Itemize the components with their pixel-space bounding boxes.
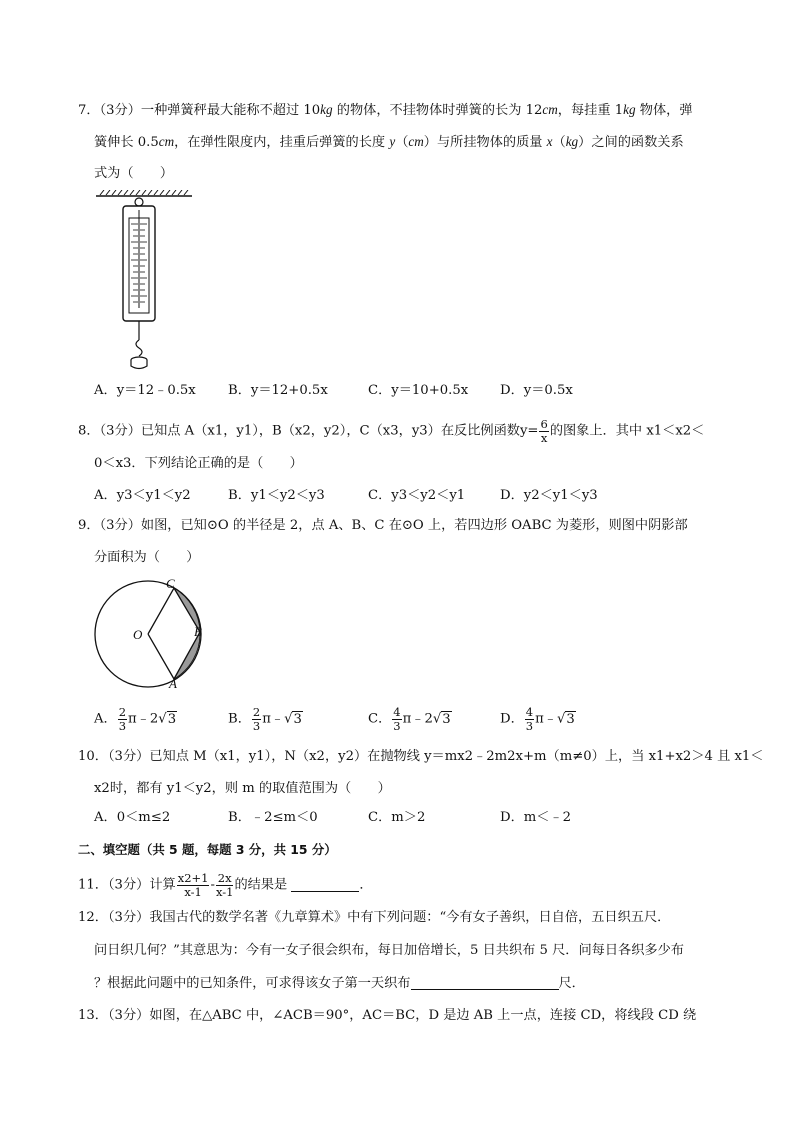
q11-fraction-1: $\frac{x2+1}{x-1}$ (177, 871, 209, 899)
q9-line-1: 9．（3分）如图，已知⊙O 的半径是 2，点 A、B、C 在⊙O 上，若四边形 OABC 为菱形，则图中阴影部 (78, 518, 688, 533)
spring-scale-figure (92, 190, 196, 370)
q7-line-2: 簧伸长 0.5cm，在弹性限度内，挂重后弹簧的长度 y（cm）与所挂物体的质量 x（kg）之间的函数关系 (94, 134, 684, 150)
section-heading-fill-in: 二、填空题（共 5 题，每题 3 分，共 15 分） (78, 842, 337, 857)
q9-option-c[interactable]: C． $\frac{4}{3}$ π﹣2√3 (368, 705, 451, 733)
label-o: O (133, 627, 143, 642)
q8-line-2: 0＜x3．下列结论正确的是（ ） (94, 456, 303, 471)
q7-option-a[interactable]: A．y＝12﹣0.5x (94, 383, 196, 398)
q10-line-1: 10．（3分）已知点 M（x1，y1），N（x2，y2）在抛物线 y＝mx2﹣2m2x+m（m≠0）上，当 x1+x2＞4 且 x1＜ (78, 749, 764, 764)
q7-option-c[interactable]: C．y＝10+0.5x (368, 383, 469, 398)
circle-rhombus-figure (88, 574, 218, 692)
q12-line-1: 12．（3分）我国古代的数学名著《九章算术》中有下列问题：“今有女子善织，日自倍，五日织五尺． (78, 910, 671, 925)
label-b: B (194, 624, 202, 639)
q8-line-1: 8．（3分）已知点 A（x1，y1），B（x2，y2），C（x3，y3）在反比例函数y= $\frac{6}{x}$ 的图象上．其中 x1＜x2＜ (78, 417, 705, 445)
q9-option-d[interactable]: D． $\frac{4}{3}$ π﹣√3 (500, 705, 575, 733)
q7-line-3: 式为（ ） (94, 166, 174, 181)
q10-option-b[interactable]: B．﹣2≤m＜0 (228, 810, 318, 825)
q8-option-a[interactable]: A．y3＜y1＜y2 (94, 488, 191, 503)
q10-line-2: x2时，都有 y1＜y2，则 m 的取值范围为（ ） (94, 781, 391, 796)
q13-line-1: 13．（3分）如图，在△ABC 中，∠ACB＝90°，AC＝BC，D 是边 AB 上一点，连接 CD，将线段 CD 绕 (78, 1008, 697, 1023)
q8-option-c[interactable]: C．y3＜y2＜y1 (368, 488, 466, 503)
q9-option-a[interactable]: A． $\frac{2}{3}$ π﹣2√3 (94, 705, 177, 733)
q7-line-1: 7．（3分）一种弹簧秤最大能称不超过 10kg 的物体，不挂物体时弹簧的长为 12cm，每挂重 1kg 物体，弹 (78, 102, 693, 118)
label-c: C (166, 576, 175, 591)
q9-line-2: 分面积为（ ） (94, 550, 200, 565)
q10-option-c[interactable]: C．m＞2 (368, 810, 426, 825)
q12-line-2: 问日织几何？”其意思为：今有一女子很会织布，每日加倍增长，5 日共织布 5 尺．问每日各织多少布 (94, 943, 684, 958)
q11-fraction-2: $\frac{2x}{x-1}$ (215, 871, 234, 899)
q10-option-d[interactable]: D．m＜﹣2 (500, 810, 572, 825)
label-a: A (169, 676, 177, 691)
q7-option-b[interactable]: B．y＝12+0.5x (228, 383, 328, 398)
q8-option-d[interactable]: D．y2＜y1＜y3 (500, 488, 598, 503)
q10-option-a[interactable]: A．0＜m≤2 (94, 810, 171, 825)
q11-line: 11．（3分）计算 $\frac{x2+1}{x-1}$ - $\frac{2x}{x-1}$ 的结果是 ． (78, 871, 373, 899)
q9-option-b[interactable]: B． $\frac{2}{3}$ π﹣√3 (228, 705, 302, 733)
q12-line-3: ？根据此问题中的已知条件，可求得该女子第一天织布 尺． (94, 976, 585, 991)
q7-option-d[interactable]: D．y＝0.5x (500, 383, 573, 398)
q12-answer-blank[interactable] (411, 989, 559, 990)
q8-option-b[interactable]: B．y1＜y2＜y3 (228, 488, 325, 503)
q8-fraction: $\frac{6}{x}$ (540, 417, 548, 445)
q11-answer-blank[interactable] (291, 891, 359, 892)
